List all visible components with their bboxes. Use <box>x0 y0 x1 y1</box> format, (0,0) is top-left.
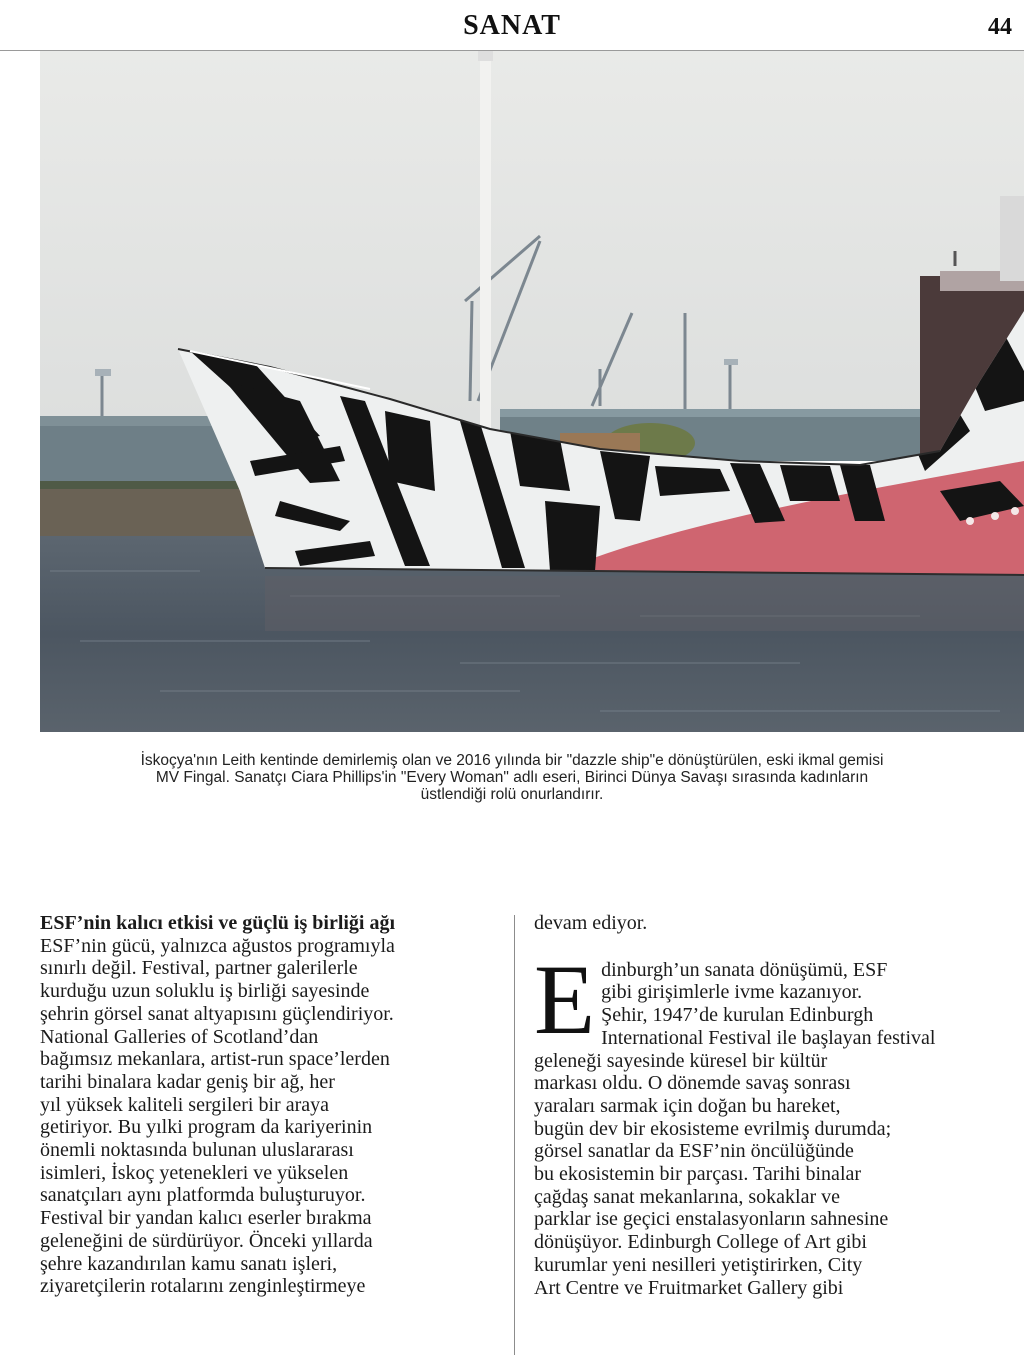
caption-line: MV Fingal. Sanatçı Ciara Phillips'in "Every Woman" adlı eseri, Birinci Dünya Savaşı sırasında kadınların <box>155 769 869 786</box>
body-line: şehre kazandırılan kamu sanatı işleri, <box>40 1252 338 1275</box>
article-left-column <box>40 912 500 1298</box>
body-line: National Galleries of Scotland’dan <box>40 1025 319 1048</box>
photo-caption <box>60 752 964 803</box>
column-divider <box>514 915 515 1355</box>
body-line: gibi girişimlerle ivme kazanıyor. <box>601 981 863 1004</box>
body-line: yıl yüksek kaliteli sergileri bir araya <box>40 1093 329 1116</box>
subheading: ESF’nin kalıcı etkisi ve güçlü iş birliği ağı <box>40 912 396 934</box>
body-line: Festival bir yandan kalıcı eserler bırakma <box>40 1207 372 1230</box>
ship-photo <box>40 51 1024 732</box>
body-line: getiriyor. Bu yılki program da kariyerinin <box>40 1116 373 1139</box>
body-line: sanatçıları aynı platformda buluşturuyor. <box>40 1184 366 1207</box>
body-line: devam ediyor. <box>534 912 648 934</box>
body-line: isimleri, İskoç yetenekleri ve yükselen <box>40 1161 349 1184</box>
paragraph-gap <box>534 935 994 959</box>
body-line: bu ekosistemin bir parçası. Tarihi binalar <box>534 1163 862 1186</box>
section-title: SANAT <box>463 10 561 41</box>
body-line: geleneği sayesinde küresel bir kültür <box>534 1049 828 1072</box>
drop-cap: E <box>534 943 596 1055</box>
body-line: bugün dev bir ekosisteme evrilmiş durumda; <box>534 1117 892 1140</box>
page-number: 44 <box>988 14 1012 40</box>
body-line: önemli noktasında bulunan uluslararası <box>40 1139 354 1162</box>
body-line: kurduğu uzun soluklu iş birliği sayesinde <box>40 980 370 1003</box>
body-line: tarihi binalara kadar geniş bir ağ, her <box>40 1070 335 1093</box>
body-line: sınırlı değil. Festival, partner galerilerle <box>40 957 358 980</box>
article-right-column <box>534 912 994 1299</box>
body-line: dinburgh’un sanata dönüşümü, ESF <box>601 958 888 981</box>
ship-mast <box>480 51 491 431</box>
body-line: geleneğini de sürdürüyor. Önceki yıllarda <box>40 1229 373 1252</box>
body-line: ESF’nin gücü, yalnızca ağustos programıyla <box>40 934 395 957</box>
body-line: görsel sanatlar da ESF’nin öncülüğünde <box>534 1140 854 1163</box>
body-line: ziyaretçilerin rotalarını zenginleştirmeye <box>40 1275 366 1298</box>
body-line: International Festival ile başlayan festival <box>601 1026 936 1049</box>
page-header <box>0 0 1024 51</box>
body-line: parklar ise geçici enstalasyonların sahnesine <box>534 1208 889 1231</box>
body-line: yaraları sarmak için doğan bu hareket, <box>534 1094 841 1117</box>
body-line: şehrin görsel sanat altyapısını güçlendiriyor. <box>40 1002 394 1025</box>
quay-wall <box>40 486 255 541</box>
body-line: markası oldu. O dönemde savaş sonrası <box>534 1072 851 1095</box>
sky <box>40 51 1024 451</box>
body-line: Şehir, 1947’de kurulan Edinburgh <box>601 1004 874 1027</box>
body-line: bağımsız mekanlara, artist-run space’lerden <box>40 1048 390 1071</box>
body-line: kurumlar yeni nesilleri yetiştirirken, City <box>534 1253 863 1276</box>
caption-line: üstlendiği rolü onurlandırır. <box>420 786 604 803</box>
caption-line: İskoçya'nın Leith kentinde demirlemiş olan ve 2016 yılında bir "dazzle ship"e dönüştürülen, eski ikmal gemisi <box>140 752 884 769</box>
body-line: çağdaş sanat mekanlarına, sokaklar ve <box>534 1185 840 1208</box>
body-line: dönüşüyor. Edinburgh College of Art gibi <box>534 1231 867 1254</box>
body-line: Art Centre ve Fruitmarket Gallery gibi <box>534 1276 844 1299</box>
